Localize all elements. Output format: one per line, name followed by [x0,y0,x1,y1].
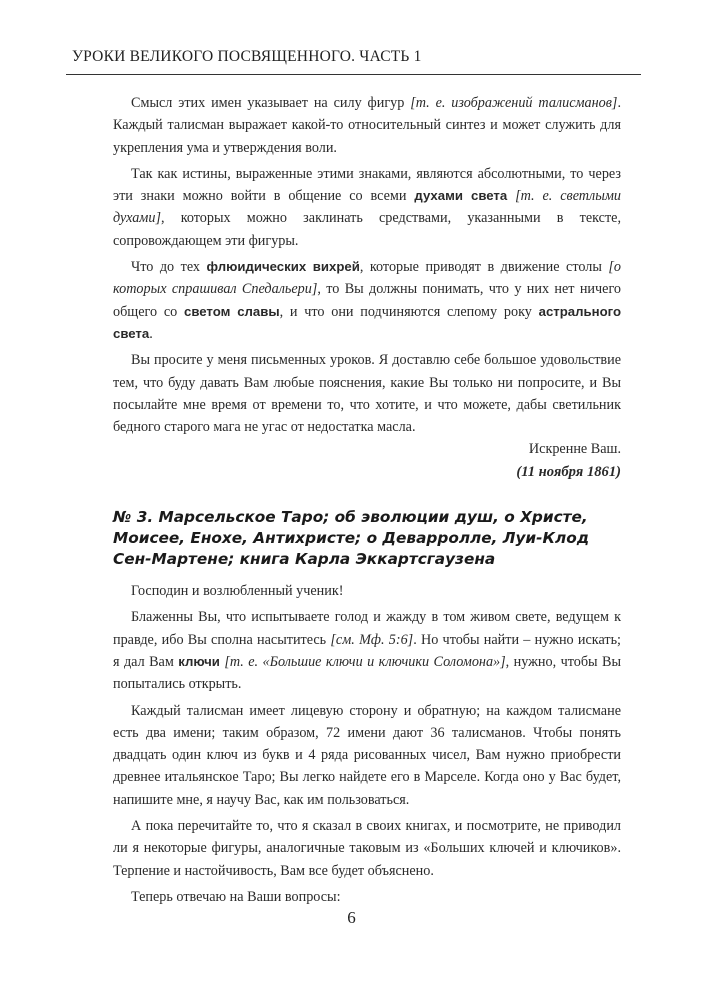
page-body [113,92,621,912]
paragraph: Теперь отвечаю на Ваши вопросы: [131,888,341,905]
paragraph: Вы просите у меня письменных уроков. Я доставлю себе большое удовольствие тем, что буду давать Вам любые пояснения, какие Вы только ни попросите, и Вы посылайте мне время от времени то, что хотите, и что можете, дабы светильник бедного старого мага не угас от недостатка масла. [113,352,621,436]
paragraph: Каждый талисман имеет лицевую сторону и обратную; на каждом талисмане есть два имени; таким образом, 72 имени дают 36 талисманов. Чтобы понять двадцать один ключ из букв и 4 ряда рисованных чисел, Вам нужно приобрести древнее итальянское Таро; Вы легко найдете его в Марселе. Когда оно у Вас будет, напишите мне, я научу Вас, как им пользоваться. [113,702,621,808]
paragraph: Блаженны Вы, что испытываете голод и жажду в том живом свете, ведущем к правде, ибо Вы сполна насытитесь [см. Мф. 5:6]. Но чтобы найти – нужно искать; я дал Вам ключи [т. е. «Большие ключи и ключики Соломона»], нужно, чтобы Вы попытались открыть. [113,609,621,693]
paragraph: Что до тех флюидических вихрей, которые приводят в движение столы [о которых спрашивал Спедальери], то Вы должны понимать, что у них нет ничего общего со светом славы, и что они подчиняются слепому року астрального света. [113,259,622,342]
section-heading: № 3. Марсельское Таро; об эволюции душ, о Христе, Моисее, Енохе, Антихристе; о Деварролле, Луи-Клод Сен-Мартене; книга Карла Эккартсгаузена [113,508,590,569]
header-rule [66,74,641,75]
page-number: 6 [347,908,356,927]
salutation: Господин и возлюбленный ученик! [131,583,344,600]
paragraph: Смысл этих имен указывает на силу фигур [т. е. изображений талисманов]. Каждый талисман выражает какой-то относительный синтез и может служить для укрепления ума и утверждения воли. [113,95,621,156]
signature: Искренне Ваш. [528,441,621,458]
running-header: УРОКИ ВЕЛИКОГО ПОСВЯЩЕННОГО. ЧАСТЬ 1 [72,48,422,65]
paragraph: Так как истины, выраженные этими знаками, являются абсолютными, то через эти знаки можно войти в общение со всеми духами света [т. е. светлыми духами], которых можно заклинать средствами, указанными в тексте, сопровождающем эти фигуры. [113,165,621,249]
paragraph: А пока перечитайте то, что я сказал в своих книгах, и посмотрите, не приводил ли я некоторые фигуры, аналогичные таковым из «Больших ключей и ключиков». Терпение и настойчивость, Вам все будет объяснено. [113,818,621,879]
letter-date: (11 ноября 1861) [516,463,621,480]
